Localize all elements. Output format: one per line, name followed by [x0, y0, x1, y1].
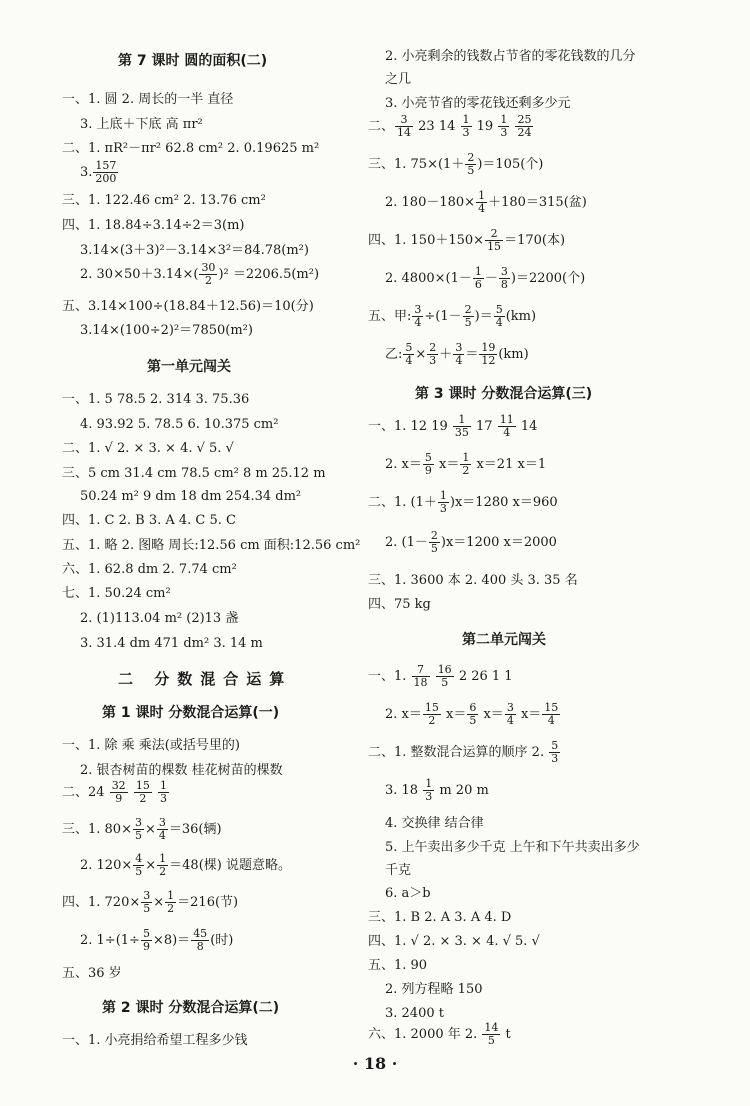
- fraction: $\frac{5}{4}$: [405, 341, 413, 367]
- fraction: $\frac{2}{15}$: [487, 227, 502, 253]
- answer-line: 2. 1÷(1÷ $\frac{5}{9}$ ×8)＝ $\frac{45}{8}$ (时): [80, 927, 234, 953]
- fraction: $\frac{3}{4}$: [506, 701, 514, 727]
- fraction: $\frac{32}{9}$: [111, 779, 126, 805]
- answer-line: 三、1. 3600 本 2. 400 头 3. 35 名: [368, 573, 578, 588]
- answer-line: 四、1. 720× $\frac{3}{5}$ × $\frac{1}{2}$ ＝216(节): [62, 889, 239, 915]
- answer-line: 3. 2400 t: [385, 1006, 444, 1021]
- answer-line: 千克: [385, 863, 412, 878]
- fraction: $\frac{1}{3}$: [462, 113, 470, 139]
- answer-line: 四、1. 150＋150× $\frac{2}{15}$ ＝170(本): [368, 227, 566, 253]
- answer-line: 一、1. 12 19 $\frac{1}{35}$ 17 $\frac{11}{4}$ 14: [368, 413, 538, 439]
- answer-line: 三、1. B 2. A 3. A 4. D: [368, 910, 512, 925]
- answer-line: 3. $\frac{157}{200}$: [80, 159, 117, 185]
- answer-line: 二、1. πR²－πr² 62.8 cm² 2. 0.19625 m²: [62, 141, 320, 156]
- fraction: $\frac{5}{9}$: [142, 927, 150, 953]
- fraction: $\frac{1}{4}$: [478, 189, 486, 215]
- answer-line: 四、1. √ 2. × 3. × 4. √ 5. √: [368, 934, 540, 949]
- answer-line: 2. 银杏树苗的棵数 桂花树苗的棵数: [80, 763, 283, 778]
- answer-line: 三、1. 80× $\frac{3}{5}$ × $\frac{3}{4}$ ＝36(辆): [62, 816, 222, 842]
- fraction: $\frac{1}{35}$: [454, 413, 469, 439]
- answer-line: 5. 上午卖出多少千克 上午和下午共卖出多少: [385, 840, 640, 855]
- fraction: $\frac{1}{3}$: [500, 113, 508, 139]
- fraction: $\frac{30}{2}$: [201, 261, 216, 287]
- fraction: $\frac{1}{2}$: [167, 889, 175, 915]
- fraction: $\frac{1}{3}$: [425, 777, 433, 803]
- section-heading: 第 2 课时 分数混合运算(二): [102, 1000, 280, 1016]
- section-heading: 第 3 课时 分数混合运算(三): [415, 386, 593, 402]
- answer-line: 二、24 $\frac{32}{9}$ $\frac{15}{2}$ $\frac{1}{3}$: [62, 779, 167, 805]
- answer-line: 3. 上底＋下底 高 πr²: [80, 117, 203, 132]
- answer-line: 七、1. 50.24 cm²: [62, 586, 171, 601]
- answer-line: 一、1. $\frac{7}{18}$ $\frac{16}{5}$ 2 26 1 1: [368, 663, 513, 689]
- answer-line: 4. 93.92 5. 78.5 6. 10.375 cm²: [80, 417, 279, 432]
- answer-line: 2. x＝ $\frac{5}{9}$ x＝ $\frac{1}{2}$ x＝21 x＝1: [385, 451, 547, 477]
- answer-line: 2. 120× $\frac{4}{5}$ × $\frac{1}{2}$ ＝48(棵) 说题意略。: [80, 852, 291, 878]
- fraction: $\frac{15}{2}$: [424, 701, 439, 727]
- fraction: $\frac{3}{4}$: [414, 303, 422, 329]
- answer-line: 二、1. 整数混合运算的顺序 2. $\frac{5}{3}$: [368, 739, 559, 765]
- answer-line: 一、1. 小亮捐给希望工程多少钱: [62, 1033, 248, 1048]
- fraction: $\frac{1}{2}$: [159, 852, 167, 878]
- fraction: $\frac{25}{24}$: [517, 113, 532, 139]
- answer-line: 3. 18 $\frac{1}{3}$ m 20 m: [385, 777, 489, 803]
- answer-line: 四、1. C 2. B 3. A 4. C 5. C: [62, 513, 236, 528]
- fraction: $\frac{45}{8}$: [193, 927, 208, 953]
- answer-line: 三、1. 122.46 cm² 2. 13.76 cm²: [62, 193, 266, 208]
- answer-line: 六、1. 62.8 dm 2. 7.74 cm²: [62, 562, 237, 577]
- fraction: $\frac{19}{12}$: [481, 341, 496, 367]
- fraction: $\frac{7}{18}$: [413, 663, 428, 689]
- answer-line: 五、1. 略 2. 图略 周长:12.56 cm 面积:12.56 cm²: [62, 538, 361, 553]
- fraction: $\frac{1}{2}$: [462, 451, 470, 477]
- answer-line: 一、1. 圆 2. 周长的一半 直径: [62, 92, 234, 107]
- answer-line: 一、1. 5 78.5 2. 314 3. 75.36: [62, 392, 250, 407]
- answer-line: 四、75 kg: [368, 597, 431, 612]
- answer-line: 2. 4800×(1－ $\frac{1}{6}$ － $\frac{3}{8}$ )＝2200(个): [385, 265, 586, 291]
- answer-line: 2. 180－180× $\frac{1}{4}$ ＋180＝315(盆): [385, 189, 587, 215]
- section-heading: 第 1 课时 分数混合运算(一): [102, 705, 280, 721]
- answer-line: 6. a＞b: [385, 886, 431, 901]
- answer-line: 三、1. 75×(1＋ $\frac{2}{5}$ )＝105(个): [368, 151, 544, 177]
- fraction: $\frac{2}{5}$: [464, 303, 472, 329]
- answer-line: 五、1. 90: [368, 958, 428, 973]
- fraction: $\frac{4}{5}$: [135, 852, 143, 878]
- fraction: $\frac{11}{4}$: [499, 413, 514, 439]
- answer-line: 3.14×(100÷2)²＝7850(m²): [80, 323, 253, 338]
- fraction: $\frac{3}{8}$: [500, 265, 508, 291]
- page-number: · 18 ·: [352, 1054, 398, 1073]
- fraction: $\frac{6}{5}$: [469, 701, 477, 727]
- section-heading: 二 分数混合运算: [118, 670, 293, 688]
- answer-line: 2. 小亮剩余的钱数占节省的零花钱数的几分: [385, 49, 636, 64]
- answer-line: 五、甲: $\frac{3}{4}$ ÷(1－ $\frac{2}{5}$ )＝ $\frac{5}{4}$ (km): [368, 303, 537, 329]
- fraction: $\frac{15}{4}$: [544, 701, 559, 727]
- fraction: $\frac{5}{9}$: [424, 451, 432, 477]
- answer-line: 2. (1－ $\frac{2}{5}$ )x＝1200 x＝2000: [385, 529, 557, 555]
- answer-line: 一、1. 除 乘 乘法(或括号里的): [62, 738, 240, 753]
- fraction: $\frac{3}{14}$: [397, 113, 412, 139]
- fraction: $\frac{5}{4}$: [495, 303, 503, 329]
- section-heading: 第一单元闯关: [147, 359, 231, 375]
- fraction: $\frac{3}{4}$: [158, 816, 166, 842]
- fraction: $\frac{5}{3}$: [551, 739, 559, 765]
- answer-line: 3.14×(3＋3)²－3.14×3²＝84.78(m²): [80, 243, 309, 258]
- section-heading: 第 7 课时 圆的面积(二): [118, 53, 268, 69]
- fraction: $\frac{1}{3}$: [439, 489, 447, 515]
- fraction: $\frac{1}{3}$: [159, 779, 167, 805]
- fraction: $\frac{14}{5}$: [484, 1021, 499, 1047]
- answer-line: 二、1. √ 2. × 3. × 4. √ 5. √: [62, 441, 234, 456]
- answer-line: 2. 30×50＋3.14×( $\frac{30}{2}$ )² ＝2206.5(m²): [80, 261, 320, 287]
- fraction: $\frac{3}{4}$: [455, 341, 463, 367]
- answer-line: 二、1. (1＋ $\frac{1}{3}$ )x＝1280 x＝960: [368, 489, 558, 515]
- answer-line: 二、 $\frac{3}{14}$ 23 14 $\frac{1}{3}$ 19 $\frac{1}{3}$ $\frac{25}{24}$: [368, 113, 532, 139]
- answer-line: 乙: $\frac{5}{4}$ × $\frac{2}{3}$ ＋ $\frac{3}{4}$ ＝ $\frac{19}{12}$ (km): [385, 341, 529, 367]
- answer-line: 2. 列方程略 150: [385, 982, 483, 997]
- fraction: $\frac{16}{5}$: [437, 663, 452, 689]
- fraction: $\frac{1}{6}$: [474, 265, 482, 291]
- answer-line: 三、5 cm 31.4 cm 78.5 cm² 8 m 25.12 m: [62, 466, 326, 481]
- answer-line: 五、3.14×100÷(18.84＋12.56)＝10(分): [62, 299, 314, 314]
- answer-line: 五、36 岁: [62, 966, 122, 981]
- answer-line: 2. x＝ $\frac{15}{2}$ x＝ $\frac{6}{5}$ x＝ $\frac{3}{4}$ x＝ $\frac{15}{4}$: [385, 701, 559, 727]
- fraction: $\frac{2}{5}$: [430, 529, 438, 555]
- answer-line: 四、1. 18.84÷3.14÷2＝3(m): [62, 218, 245, 233]
- fraction: $\frac{15}{2}$: [135, 779, 150, 805]
- fraction: $\frac{157}{200}$: [95, 159, 117, 185]
- answer-line: 4. 交换律 结合律: [385, 816, 484, 831]
- answer-line: 3. 31.4 dm 471 dm² 3. 14 m: [80, 636, 263, 651]
- section-heading: 第二单元闯关: [462, 632, 546, 648]
- answer-line: 3. 小亮节省的零花钱还剩多少元: [385, 96, 571, 111]
- fraction: $\frac{3}{5}$: [134, 816, 142, 842]
- answer-line: 之几: [385, 72, 412, 87]
- answer-line: 六、1. 2000 年 2. $\frac{14}{5}$ t: [368, 1021, 511, 1047]
- fraction: $\frac{2}{5}$: [467, 151, 475, 177]
- answer-line: 2. (1)113.04 m² (2)13 盏: [80, 611, 239, 626]
- answer-line: 50.24 m² 9 dm 18 dm 254.34 dm²: [80, 489, 302, 504]
- fraction: $\frac{3}{5}$: [143, 889, 151, 915]
- fraction: $\frac{2}{3}$: [429, 341, 437, 367]
